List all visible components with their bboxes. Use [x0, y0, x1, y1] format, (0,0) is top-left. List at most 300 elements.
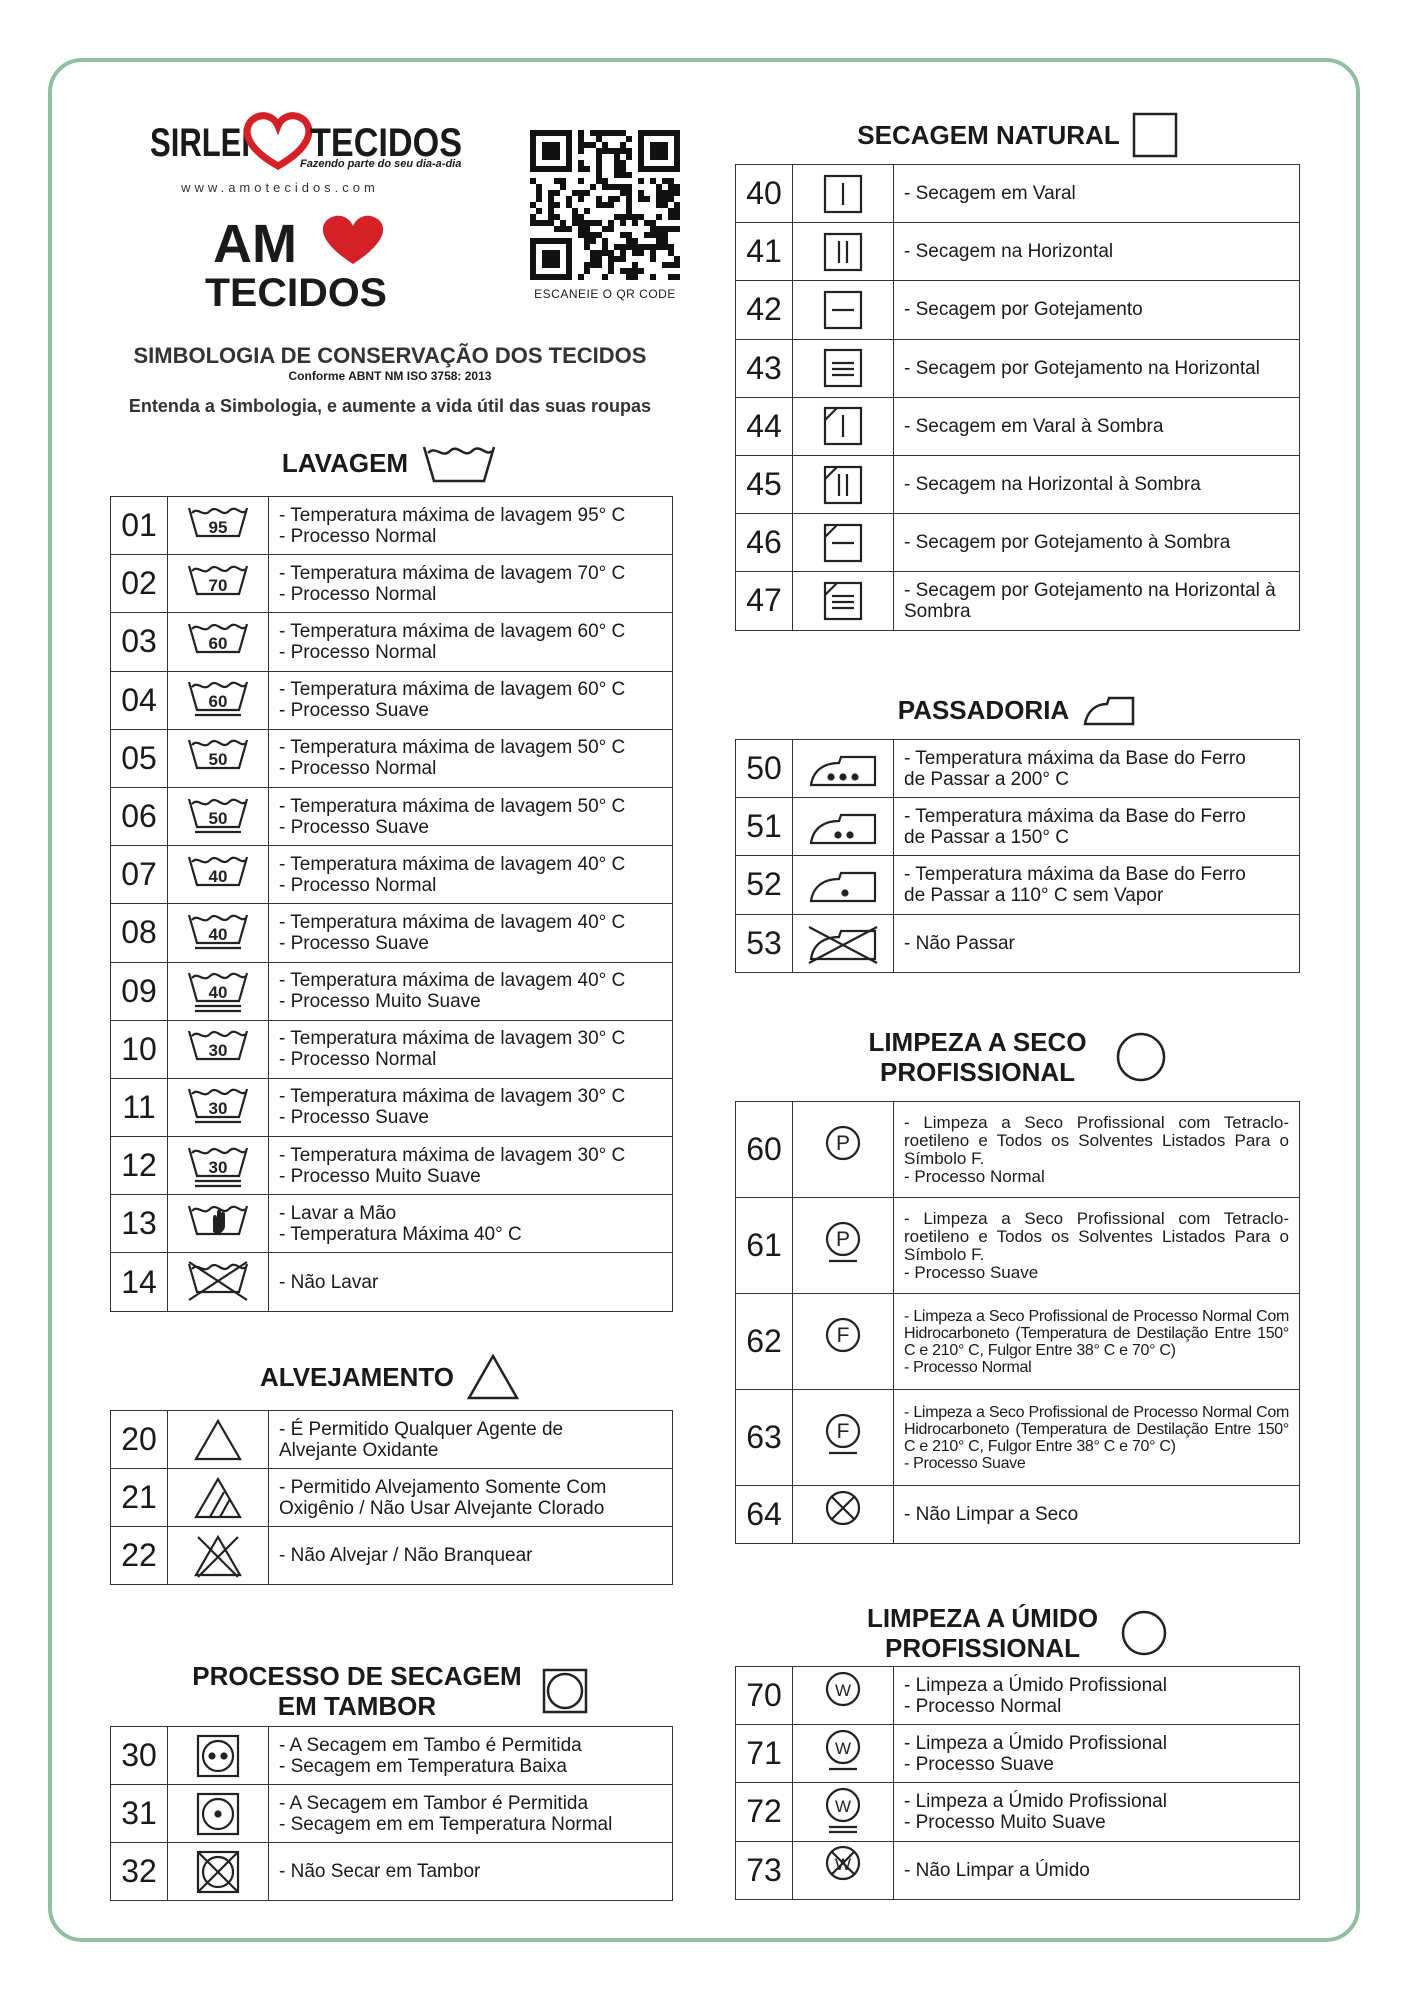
symbol-description [894, 1783, 1300, 1841]
wash-60-icon [168, 613, 269, 671]
description-line-1: - Secagem em Varal [904, 183, 1076, 205]
symbol-number: 53 [736, 914, 793, 972]
symbol-description [894, 1390, 1300, 1486]
section-title-tambor [110, 1660, 670, 1722]
symbol-description [894, 223, 1300, 281]
wash-40-very-gentle-icon [168, 962, 269, 1020]
symbol-number: 45 [736, 455, 793, 513]
symbol-description [894, 339, 1300, 397]
symbol-number: 50 [736, 740, 793, 798]
limpeza-seco-title-line1: LIMPEZA A SECO [868, 1027, 1087, 1057]
wash-30-very-gentle-icon [168, 1137, 269, 1195]
square-icon [1132, 112, 1178, 158]
description-line-2: - Processo Muito Suave [279, 1165, 481, 1187]
description-line-1: - Temperatura máxima de lavagem 30° C [279, 1028, 626, 1050]
do-not-wash-icon [168, 1253, 269, 1311]
do-not-dry-clean-icon [793, 1486, 894, 1544]
description-line-2: - Processo Suave [279, 700, 429, 722]
description-line-1: - Não Lavar [279, 1271, 379, 1293]
description-line-1: - Não Limpar a Seco [904, 1504, 1079, 1525]
symbol-number: 43 [736, 339, 793, 397]
description-line-1: - Secagem na Horizontal [904, 241, 1114, 263]
description-line-2: - Secagem em em Temperatura Normal [279, 1813, 613, 1835]
symbol-description [894, 1294, 1300, 1390]
symbol-description [269, 555, 673, 613]
symbol-description [894, 1667, 1300, 1725]
table-row [736, 514, 1300, 572]
description-line-2: - Processo Suave [279, 1107, 429, 1129]
dry-clean-f-gentle-icon [793, 1390, 894, 1486]
symbol-number: 21 [111, 1469, 168, 1527]
limpeza-umido-table [735, 1666, 1300, 1900]
symbol-number: 46 [736, 514, 793, 572]
drip-dry-flat-icon [793, 339, 894, 397]
description-line-1: - Temperatura máxima de lavagem 60° C [279, 620, 626, 642]
table-row [111, 1253, 673, 1311]
section-title-lavagem [110, 438, 670, 488]
limpeza-seco-table [735, 1101, 1300, 1544]
svg-text:70: 70 [208, 575, 228, 595]
section-title-alvejamento [110, 1352, 670, 1402]
description-line-2: - Processo Suave [279, 816, 429, 838]
symbol-number: 64 [736, 1486, 793, 1544]
description-line-1: - Temperatura máxima de lavagem 30° C [279, 1144, 626, 1166]
wet-clean-gentle-icon [793, 1725, 894, 1783]
symbol-number: 30 [111, 1727, 168, 1785]
symbol-description [269, 613, 673, 671]
table-row [111, 1469, 673, 1527]
do-not-wet-clean-icon [793, 1841, 894, 1899]
symbol-description [269, 1020, 673, 1078]
svg-text:W: W [834, 1855, 852, 1875]
tambor-table [110, 1726, 673, 1901]
drip-dry-icon [793, 281, 894, 339]
table-row [736, 455, 1300, 513]
symbol-description [894, 1102, 1300, 1198]
hand-wash-icon [168, 1195, 269, 1253]
tambor-title-line2: EM TAMBOR [277, 1691, 437, 1721]
page-subtitle: Conforme ABNT NM ISO 3758: 2013 [288, 369, 492, 383]
description-line-1: - Limpeza a Úmido Profissional [904, 1790, 1167, 1812]
section-title-passadoria [735, 685, 1300, 735]
table-row [111, 1020, 673, 1078]
description-line-2: - Processo Suave [904, 1753, 1054, 1775]
symbol-description [269, 1078, 673, 1136]
description-line-1: - Permitido Alvejamento Somente Com [279, 1476, 607, 1498]
description-line-1: - Temperatura máxima de lavagem 40° C [279, 853, 626, 875]
svg-text:50: 50 [208, 750, 228, 770]
limpeza-seco-title-text [868, 1027, 1086, 1087]
tambor-title-text [192, 1661, 521, 1721]
description-line-1: - Limpeza a Úmido Profissional [904, 1732, 1167, 1754]
wash-tub-icon [420, 441, 498, 485]
svg-text:60: 60 [208, 633, 228, 653]
wash-60-gentle-icon [168, 671, 269, 729]
tumble-dry-low-icon [168, 1727, 269, 1785]
symbol-description [894, 856, 1300, 914]
symbol-description [269, 1527, 673, 1585]
lavagem-table [110, 496, 673, 1312]
symbol-number: 51 [736, 798, 793, 856]
amo-tecidos-logo [205, 212, 390, 312]
symbol-number: 09 [111, 962, 168, 1020]
symbol-description [894, 1198, 1300, 1294]
table-row [736, 223, 1300, 281]
passadoria-title-text: PASSADORIA [897, 695, 1070, 725]
symbol-number: 42 [736, 281, 793, 339]
description-line-2: - Processo Normal [904, 1695, 1062, 1717]
tambor-title-line1: PROCESSO DE SECAGEM [192, 1661, 522, 1691]
symbol-description [269, 497, 673, 555]
dry-clean-f-icon [793, 1294, 894, 1390]
description-line-1: - Temperatura máxima de lavagem 70° C [279, 562, 626, 584]
symbol-description [894, 455, 1300, 513]
symbol-number: 12 [111, 1137, 168, 1195]
description-line-1: - A Secagem em Tambo é Permitida [279, 1734, 582, 1756]
symbol-description [269, 1137, 673, 1195]
svg-text:40: 40 [208, 866, 228, 886]
wash-95-icon [168, 497, 269, 555]
table-row [736, 1390, 1300, 1486]
description-line-1: - É Permitido Qualquer Agente de [279, 1418, 564, 1440]
wash-40-gentle-icon [168, 904, 269, 962]
symbol-number: 70 [736, 1667, 793, 1725]
svg-text:P: P [835, 1131, 851, 1155]
symbol-number: 14 [111, 1253, 168, 1311]
description-line-2: - Temperatura Máxima 40° C [279, 1223, 522, 1245]
symbol-description [269, 1843, 673, 1901]
dry-clean-p-gentle-icon [793, 1198, 894, 1294]
symbol-number: 60 [736, 1102, 793, 1198]
symbol-number: 61 [736, 1198, 793, 1294]
description-line-2: de Passar a 110° C sem Vapor [904, 884, 1164, 906]
table-row [111, 904, 673, 962]
table-row [736, 1486, 1300, 1544]
description-line-1: - Limpeza a Seco Profissional com Tetraclo-roetileno e Todos os Solventes Listados Para o Símbolo F. [904, 1112, 1289, 1168]
description-line-1: - Temperatura máxima de lavagem 40° C [279, 970, 626, 992]
table-row [111, 1195, 673, 1253]
section-title-limpeza-umido [735, 1598, 1300, 1668]
symbol-number: 20 [111, 1411, 168, 1469]
symbol-description [894, 798, 1300, 856]
brand-left-text: SIRLEI [150, 121, 250, 165]
description-line-1: - Lavar a Mão [279, 1202, 397, 1224]
table-row [736, 1198, 1300, 1294]
table-row [111, 1078, 673, 1136]
wet-clean-very-gentle-icon [793, 1783, 894, 1841]
symbol-number: 08 [111, 904, 168, 962]
limpeza-umido-title-line1: LIMPEZA A ÚMIDO [866, 1603, 1099, 1633]
limpeza-umido-title-text [867, 1603, 1098, 1663]
symbol-number: 11 [111, 1078, 168, 1136]
symbol-number: 44 [736, 397, 793, 455]
table-row [111, 671, 673, 729]
svg-text:40: 40 [208, 983, 228, 1003]
table-row [736, 1841, 1300, 1899]
iron-icon [1081, 692, 1137, 728]
description-line-1: - Temperatura máxima de lavagem 50° C [279, 737, 626, 759]
symbol-number: 32 [111, 1843, 168, 1901]
page-title: SIMBOLOGIA DE CONSERVAÇÃO DOS TECIDOS [133, 343, 647, 368]
symbol-number: 47 [736, 572, 793, 630]
table-row [111, 787, 673, 845]
table-row [736, 1667, 1300, 1725]
table-row [736, 1294, 1300, 1390]
description-line-1: - Temperatura máxima da Base do Ferro [904, 863, 1246, 885]
symbol-number: 05 [111, 729, 168, 787]
dry-clean-p-icon [793, 1102, 894, 1198]
wash-40-icon [168, 846, 269, 904]
symbol-number: 13 [111, 1195, 168, 1253]
symbol-number: 63 [736, 1390, 793, 1486]
svg-text:30: 30 [208, 1099, 228, 1119]
description-line-2: - Processo Suave [279, 932, 429, 954]
symbol-number: 71 [736, 1725, 793, 1783]
circle-icon [1120, 1609, 1168, 1657]
wash-50-icon [168, 729, 269, 787]
amo-heart-icon [323, 216, 383, 264]
brand-right-text: TECIDOS [310, 121, 462, 165]
description-line-1: - Não Alvejar / Não Branquear [279, 1545, 533, 1566]
description-line-1: - Temperatura máxima da Base do Ferro [904, 805, 1246, 827]
table-row [111, 555, 673, 613]
table-row [736, 798, 1300, 856]
iron-high-icon [793, 740, 894, 798]
line-dry-icon [793, 165, 894, 223]
description-line-2: - Processo Suave [904, 1262, 1039, 1282]
qr-caption: ESCANEIE O QR CODE [534, 287, 676, 301]
svg-text:P: P [835, 1227, 851, 1251]
symbol-number: 07 [111, 846, 168, 904]
description-line-1: - Não Secar em Tambor [279, 1861, 481, 1882]
table-row [736, 1725, 1300, 1783]
table-row [736, 281, 1300, 339]
symbol-number: 52 [736, 856, 793, 914]
symbol-description [269, 1411, 673, 1469]
wash-70-icon [168, 555, 269, 613]
table-row [736, 572, 1300, 630]
do-not-bleach-icon [168, 1527, 269, 1585]
amo-top-text: AM [213, 214, 297, 274]
symbol-description [894, 514, 1300, 572]
table-row [111, 962, 673, 1020]
description-line-1: - Secagem por Gotejamento à Sombra [904, 532, 1231, 554]
description-line-2: - Secagem em Temperatura Baixa [279, 1755, 567, 1777]
lavagem-title-text: LAVAGEM [281, 448, 409, 478]
symbol-description [894, 572, 1300, 630]
svg-text:30: 30 [208, 1157, 228, 1177]
description-line-2: - Processo Suave [904, 1454, 1026, 1472]
symbol-description [269, 671, 673, 729]
symbol-description [269, 846, 673, 904]
description-line-1: - Secagem por Gotejamento [904, 299, 1143, 321]
secagem-natural-table [735, 164, 1300, 631]
symbol-description [894, 740, 1300, 798]
do-not-iron-icon [793, 914, 894, 972]
table-row [736, 856, 1300, 914]
description-line-1: - Limpeza a Seco Profissional de Processo Normal Com Hidrocarboneto (Temperatura de Destilação Entre 150° C e 210° C, Fulgor Entre 38° C e 70° C) [904, 1307, 1289, 1359]
description-line-2: Alvejante Oxidante [279, 1439, 439, 1461]
svg-text:40: 40 [208, 924, 228, 944]
iron-low-icon [793, 856, 894, 914]
svg-text:95: 95 [208, 517, 228, 537]
description-line-2: - Processo Normal [279, 641, 437, 663]
table-row [111, 1137, 673, 1195]
table-row [736, 1783, 1300, 1841]
dry-flat-icon [793, 223, 894, 281]
symbol-number: 04 [111, 671, 168, 729]
table-row [111, 1727, 673, 1785]
description-line-1: - Secagem por Gotejamento na Horizontal à [904, 579, 1276, 601]
limpeza-umido-title-line2: PROFISSIONAL [884, 1633, 1080, 1663]
description-line-1: - Limpeza a Seco Profissional com Tetraclo-roetileno e Todos os Solventes Listados Para o Símbolo F. [904, 1208, 1289, 1264]
do-not-tumble-dry-icon [168, 1843, 269, 1901]
bleach-oxygen-only-icon [168, 1469, 269, 1527]
symbol-number: 01 [111, 497, 168, 555]
svg-text:50: 50 [208, 808, 228, 828]
passadoria-table [735, 739, 1300, 973]
section-title-secagem-natural [735, 110, 1300, 160]
description-line-1: - Limpeza a Seco Profissional de Processo Normal Com Hidrocarboneto (Temperatura de Destilação Entre 150° C e 210° C, Fulgor Entre 38° C e 70° C) [904, 1403, 1289, 1455]
description-line-1: - Temperatura máxima de lavagem 30° C [279, 1086, 626, 1108]
amo-bottom-text: TECIDOS [205, 271, 387, 312]
description-line-2: Oxigênio / Não Usar Alvejante Clorado [279, 1497, 605, 1519]
symbol-number: 03 [111, 613, 168, 671]
table-row [111, 497, 673, 555]
symbol-description [894, 281, 1300, 339]
symbol-description [269, 787, 673, 845]
symbol-description [269, 1469, 673, 1527]
symbol-description [269, 1727, 673, 1785]
symbol-number: 10 [111, 1020, 168, 1078]
secagem-natural-title-text: SECAGEM NATURAL [857, 120, 1120, 150]
svg-text:F: F [836, 1323, 850, 1347]
table-row [111, 1785, 673, 1843]
table-row [736, 914, 1300, 972]
table-row [111, 846, 673, 904]
iron-medium-icon [793, 798, 894, 856]
description-line-1: - Secagem em Varal à Sombra [904, 415, 1164, 437]
limpeza-seco-title-line2: PROFISSIONAL [879, 1057, 1075, 1087]
wet-clean-icon [793, 1667, 894, 1725]
table-row [111, 1411, 673, 1469]
table-row [736, 1102, 1300, 1198]
description-line-2: de Passar a 200° C [904, 768, 1069, 790]
page-tagline: Entenda a Simbologia, e aumente a vida útil das suas roupas [128, 396, 652, 416]
svg-text:30: 30 [208, 1041, 228, 1061]
wash-30-gentle-icon [168, 1078, 269, 1136]
table-row [736, 397, 1300, 455]
brand-url[interactable]: www.amotecidos.com [181, 180, 379, 195]
drip-dry-shade-icon [793, 514, 894, 572]
tumble-dry-normal-icon [168, 1785, 269, 1843]
description-line-2: de Passar a 150° C [904, 826, 1069, 848]
symbol-description [894, 165, 1300, 223]
symbol-number: 72 [736, 1783, 793, 1841]
triangle-icon [466, 1353, 520, 1401]
table-row [111, 729, 673, 787]
description-line-2: Sombra [904, 600, 971, 622]
symbol-description [269, 1785, 673, 1843]
svg-text:W: W [834, 1796, 852, 1816]
description-line-1: - Não Limpar a Úmido [904, 1859, 1090, 1881]
wash-50-gentle-icon [168, 787, 269, 845]
table-row [111, 1843, 673, 1901]
svg-text:W: W [834, 1738, 852, 1758]
table-row [736, 165, 1300, 223]
symbol-description [269, 1253, 673, 1311]
alvejamento-table [110, 1410, 673, 1585]
description-line-2: - Processo Normal [279, 583, 437, 605]
description-line-1: - Temperatura máxima da Base do Ferro [904, 747, 1246, 769]
description-line-2: - Processo Normal [904, 1358, 1032, 1376]
description-line-1: - Temperatura máxima de lavagem 50° C [279, 795, 626, 817]
description-line-1: - Temperatura máxima de lavagem 95° C [279, 504, 626, 526]
description-line-2: - Processo Normal [904, 1166, 1045, 1186]
description-line-2: - Processo Normal [279, 758, 437, 780]
symbol-description [894, 1841, 1300, 1899]
description-line-1: - Não Passar [904, 932, 1015, 954]
symbol-description [269, 904, 673, 962]
description-line-2: - Processo Muito Suave [904, 1811, 1106, 1833]
description-line-2: - Processo Muito Suave [279, 991, 481, 1013]
symbol-number: 31 [111, 1785, 168, 1843]
symbol-number: 62 [736, 1294, 793, 1390]
description-line-1: - A Secagem em Tambor é Permitida [279, 1792, 589, 1814]
symbol-description [269, 962, 673, 1020]
symbol-description [894, 1725, 1300, 1783]
dry-flat-shade-icon [793, 455, 894, 513]
description-line-2: - Processo Normal [279, 874, 437, 896]
table-row [736, 740, 1300, 798]
line-dry-shade-icon [793, 397, 894, 455]
symbol-description [894, 1486, 1300, 1544]
symbol-number: 06 [111, 787, 168, 845]
symbol-number: 40 [736, 165, 793, 223]
drip-dry-flat-shade-icon [793, 572, 894, 630]
symbol-number: 02 [111, 555, 168, 613]
circle-icon [1115, 1031, 1167, 1083]
table-row [736, 339, 1300, 397]
svg-text:60: 60 [208, 692, 228, 712]
symbol-description [894, 914, 1300, 972]
symbol-description [894, 397, 1300, 455]
description-line-1: - Temperatura máxima de lavagem 40° C [279, 911, 626, 933]
section-title-limpeza-seco [735, 1022, 1300, 1092]
wash-30-icon [168, 1020, 269, 1078]
qr-code[interactable] [530, 130, 680, 280]
description-line-1: - Secagem por Gotejamento na Horizontal [904, 357, 1260, 379]
brand-tagline: Fazendo parte do seu dia-a-dia [300, 158, 462, 170]
symbol-number: 41 [736, 223, 793, 281]
table-row [111, 1527, 673, 1585]
symbol-number: 22 [111, 1527, 168, 1585]
svg-text:W: W [834, 1680, 852, 1700]
description-line-2: - Processo Normal [279, 1049, 437, 1071]
symbol-description [269, 729, 673, 787]
alvejamento-title-text: ALVEJAMENTO [259, 1362, 455, 1392]
description-line-1: - Temperatura máxima de lavagem 60° C [279, 679, 626, 701]
bleach-any-icon [168, 1411, 269, 1469]
svg-text:F: F [836, 1419, 850, 1443]
symbol-description [269, 1195, 673, 1253]
symbol-number: 73 [736, 1841, 793, 1899]
description-line-2: - Processo Normal [279, 525, 437, 547]
description-line-1: - Secagem na Horizontal à Sombra [904, 474, 1201, 496]
tumble-square-icon [542, 1668, 588, 1714]
description-line-1: - Limpeza a Úmido Profissional [904, 1674, 1167, 1696]
table-row [111, 613, 673, 671]
